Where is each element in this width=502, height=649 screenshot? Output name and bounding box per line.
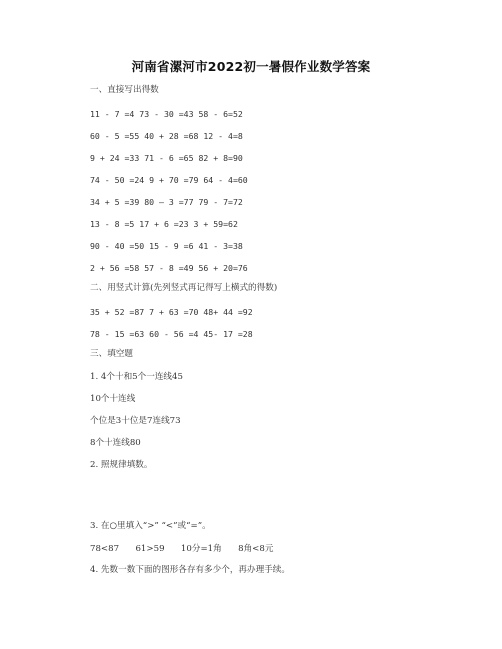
- section-heading-1: 一、直接写出得数: [90, 85, 159, 95]
- fill-in-item: 8个十连线80: [90, 438, 141, 448]
- equation-line: 34 + 5 =39 80 – 3 =77 79 - 7=72: [90, 197, 243, 207]
- equation-line: 90 - 40 =50 15 - 9 =6 41 - 3=38: [90, 241, 243, 251]
- comparison-line: 78<87 61>59 10分=1角 8角<8元: [90, 544, 274, 554]
- equation-line: 11 - 7 =4 73 - 30 =43 58 - 6=52: [90, 109, 243, 119]
- fill-in-item: 2. 照规律填数。: [90, 460, 153, 470]
- page-title: 河南省漯河市2022初一暑假作业数学答案: [131, 59, 371, 74]
- equation-line: 13 - 8 =5 17 + 6 =23 3 + 59=62: [90, 219, 238, 229]
- equation-line: 35 + 52 =87 7 + 63 =70 48+ 44 =92: [90, 307, 253, 317]
- section-heading-2: 二、用竖式计算(先列竖式再记得写上横式的得数): [90, 283, 278, 293]
- equation-line: 78 - 15 =63 60 - 56 =4 45- 17 =28: [90, 329, 253, 339]
- fill-in-item: 个位是3十位是7连线73: [90, 416, 181, 426]
- fill-in-item: 4. 先数一数下面的图形各存有多少个，再办理手续。: [90, 565, 290, 575]
- section-heading-3: 三、填空题: [90, 349, 133, 359]
- equation-line: 60 - 5 =55 40 + 28 =68 12 - 4=8: [90, 131, 243, 141]
- fill-in-item: 10个十连线: [90, 394, 136, 404]
- fill-in-item: 3. 在○里填入“>” “<”或“=”。: [90, 521, 211, 531]
- fill-in-item: 1. 4个十和5个一连线45: [90, 372, 183, 382]
- equation-line: 74 - 50 =24 9 + 70 =79 64 - 4=60: [90, 175, 248, 185]
- equation-line: 2 + 56 =58 57 - 8 =49 56 + 20=76: [90, 263, 248, 273]
- equation-line: 9 + 24 =33 71 - 6 =65 82 + 8=90: [90, 153, 243, 163]
